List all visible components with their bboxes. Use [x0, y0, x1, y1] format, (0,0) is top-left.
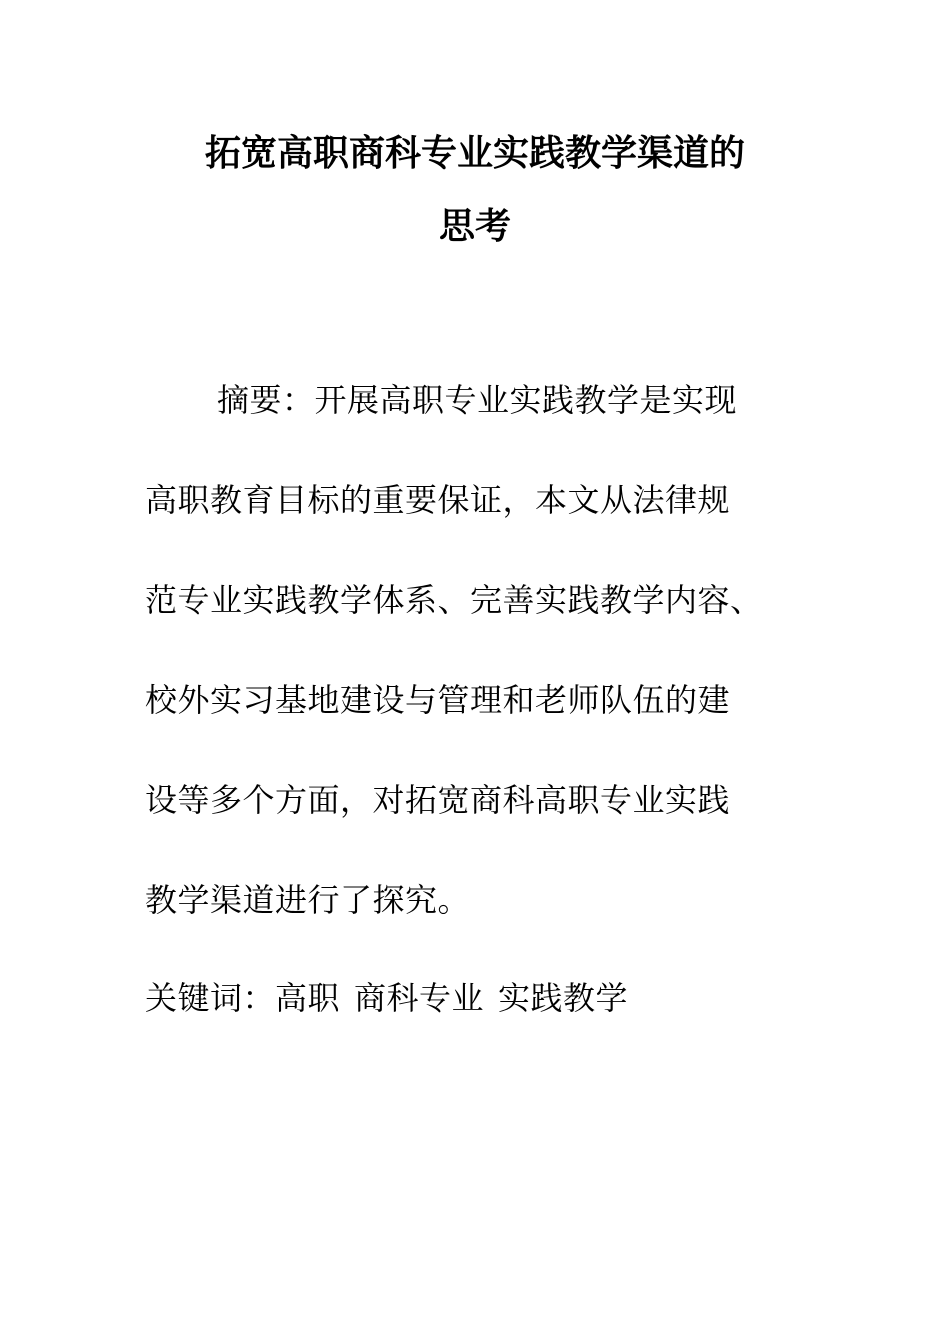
abstract-line-1: 摘要：开展高职专业实践教学是实现: [217, 381, 738, 419]
keywords-line: [145, 978, 628, 1018]
keyword-item: 商科专业: [354, 979, 485, 1017]
abstract-line-3: 范专业实践教学体系、完善实践教学内容、: [145, 581, 763, 619]
abstract-line-6: 教学渠道进行了探究。: [145, 881, 471, 919]
abstract-line-4: 校外实习基地建设与管理和老师队伍的建: [145, 681, 731, 719]
document-title-line-2: 思考: [438, 205, 511, 247]
document-title-line-1: 拓宽高职商科专业实践教学渠道的: [204, 132, 745, 174]
abstract-line-5: 设等多个方面，对拓宽商科高职专业实践: [145, 781, 731, 819]
keywords-label: 关键词：: [145, 979, 276, 1017]
keyword-item: 实践教学: [498, 979, 629, 1017]
keyword-item: 高职: [275, 979, 341, 1017]
abstract-line-2: 高职教育目标的重要保证，本文从法律规: [145, 481, 731, 519]
